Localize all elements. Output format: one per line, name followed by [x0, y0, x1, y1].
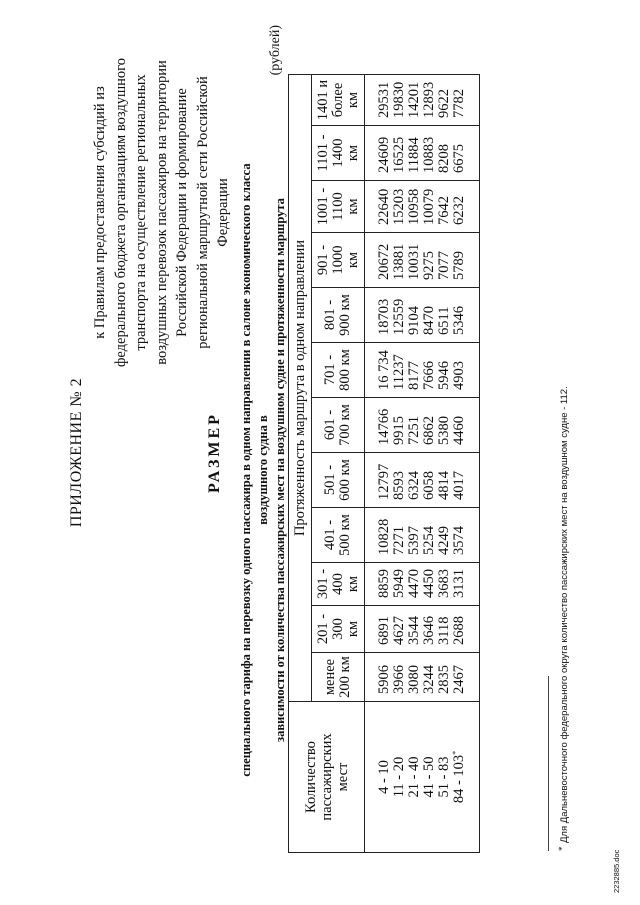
distance-header — [312, 75, 365, 126]
tariff-cell: 8208 — [437, 126, 452, 181]
header-line: 401 - — [322, 519, 338, 551]
header-line: более — [329, 82, 346, 118]
tariff-cell: 5397 — [407, 508, 422, 563]
tariff-cell: 9622 — [437, 75, 452, 126]
distance-header — [312, 343, 365, 398]
tariff-cell: 3646 — [422, 606, 437, 653]
seats-range: 41 - 50 — [421, 756, 437, 798]
tariff-cell: 3966 — [392, 653, 407, 702]
tariff-cell: 14766 — [365, 398, 393, 453]
header-line: 600 км — [337, 459, 353, 501]
table-row — [437, 75, 452, 853]
appendix-line: к Правилам предоставления субсидий из — [92, 86, 108, 339]
tariff-cell: 4903 — [452, 343, 480, 398]
tariff-cell: 10958 — [407, 181, 422, 233]
tariff-cell: 16 734 — [365, 343, 393, 398]
tariff-cell: 4814 — [437, 453, 452, 508]
tariff-cell: 10079 — [422, 181, 437, 233]
tariff-cell: 8177 — [407, 343, 422, 398]
tariff-cell: 4249 — [437, 508, 452, 563]
footnote-reference: * — [451, 750, 460, 755]
tariff-cell: 5906 — [365, 653, 393, 702]
distance-header — [312, 288, 365, 343]
tariff-cell: 5380 — [437, 398, 452, 453]
header-line: 1001 - — [314, 187, 331, 226]
document-title: РАЗМЕР — [206, 412, 223, 493]
tariff-cell: 4470 — [407, 563, 422, 606]
seats-cell — [392, 702, 407, 853]
distance-header — [312, 653, 365, 702]
route-length-header: Протяженность маршрута в одном направлении — [289, 75, 312, 702]
subtitle-line: специального тарифа на перевозку одного пассажира в одном направлении в салоне экономического класса воздушного судна в — [239, 163, 270, 777]
header-line: 400 — [329, 573, 346, 595]
header-line: 1000 — [329, 245, 346, 275]
header-line: км — [344, 198, 361, 215]
appendix-line: Федерации — [215, 178, 231, 247]
seats-cell — [422, 702, 437, 853]
tariff-cell: 5346 — [452, 288, 480, 343]
tariff-cell: 4460 — [452, 398, 480, 453]
header-line: Количество — [302, 741, 319, 813]
tariff-cell: 8470 — [422, 288, 437, 343]
tariff-cell: 6324 — [407, 453, 422, 508]
tariff-cell: 10031 — [407, 233, 422, 288]
footnote-mark: * — [557, 846, 567, 851]
header-line: 501 - — [322, 464, 338, 496]
tariff-cell: 9915 — [392, 398, 407, 453]
tariff-cell: 11237 — [392, 343, 407, 398]
tariff-cell: 13881 — [392, 233, 407, 288]
tariff-cell: 2835 — [437, 653, 452, 702]
tariff-cell: 7666 — [422, 343, 437, 398]
header-line: 601 - — [322, 409, 338, 441]
header-line: 1101 - — [314, 134, 331, 172]
header-line: 300 — [329, 618, 346, 640]
tariff-cell: 8859 — [365, 563, 393, 606]
tariff-table — [288, 74, 480, 853]
distance-header — [312, 181, 365, 233]
tariff-cell: 5789 — [452, 233, 480, 288]
tariff-cell: 3118 — [437, 606, 452, 653]
header-line: пассажирских — [318, 733, 335, 821]
seats-cell — [452, 702, 480, 853]
tariff-cell: 9275 — [422, 233, 437, 288]
appendix-line: федерального бюджета организациям воздушного — [112, 58, 129, 367]
tariff-cell: 16525 — [392, 126, 407, 181]
header-line: 500 км — [337, 514, 353, 556]
tariff-cell: 22640 — [365, 181, 393, 233]
tariff-cell: 29531 — [365, 75, 393, 126]
tariff-cell: 12893 — [422, 75, 437, 126]
tariff-cell: 6232 — [452, 181, 480, 233]
tariff-cell: 5949 — [392, 563, 407, 606]
seats-cell — [365, 702, 393, 853]
tariff-cell: 7271 — [392, 508, 407, 563]
tariff-cell: 2467 — [452, 653, 480, 702]
header-line: 901 - — [314, 244, 331, 276]
header-line: км — [344, 620, 361, 638]
header-line: 200 км — [337, 656, 353, 698]
tariff-cell: 8593 — [392, 453, 407, 508]
distance-header — [312, 453, 365, 508]
header-line: 1400 — [329, 138, 346, 168]
appendix-line: воздушных перевозок пассажиров на территории — [153, 60, 170, 365]
tariff-table-body — [365, 75, 480, 853]
header-line: 701 - — [322, 354, 338, 386]
table-row — [365, 75, 393, 853]
seats-range: 21 - 40 — [406, 756, 422, 798]
tariff-cell: 11884 — [407, 126, 422, 181]
footnote-separator — [548, 676, 549, 851]
seats-range: 4 - 10 — [376, 760, 392, 794]
seats-range: 51 - 83 — [436, 756, 452, 798]
seats-column-header — [289, 702, 365, 853]
tariff-cell: 5946 — [437, 343, 452, 398]
tariff-cell: 3544 — [407, 606, 422, 653]
header-line: 201 - — [314, 613, 331, 645]
appendix-line: транспорта на осуществление региональных — [133, 74, 149, 351]
tariff-cell: 3131 — [452, 563, 480, 606]
appendix-line: Российской Федерации и формирование — [174, 88, 190, 337]
appendix-line: региональной маршрутной сети Российской — [194, 76, 211, 349]
distance-header — [312, 563, 365, 606]
tariff-cell: 7077 — [437, 233, 452, 288]
tariff-cell: 4017 — [452, 453, 480, 508]
header-line: мест — [334, 762, 351, 792]
distance-header — [312, 233, 365, 288]
subtitle-line: зависимости от количества пассажирских мест на воздушном судне и протяженности маршрута — [273, 198, 287, 742]
table-row — [422, 75, 437, 853]
header-line: 700 км — [337, 404, 353, 446]
tariff-cell: 4450 — [422, 563, 437, 606]
currency-units: (рублей) — [268, 25, 283, 76]
tariff-cell: 6675 — [452, 126, 480, 181]
tariff-cell: 19830 — [392, 75, 407, 126]
document-subtitle — [238, 155, 289, 785]
distance-header — [312, 508, 365, 563]
header-line: км — [344, 144, 361, 162]
tariff-cell: 6511 — [437, 288, 452, 343]
footnote-text: Для Дальневосточного федерального округа количество пассажирских мест на воздушном судне - 112. — [559, 386, 570, 843]
tariff-cell: 7251 — [407, 398, 422, 453]
header-line: 301 - — [314, 568, 331, 600]
file-name: 2232885.doc — [612, 849, 621, 893]
seats-range: 11 - 20 — [391, 756, 407, 798]
tariff-cell: 3244 — [422, 653, 437, 702]
header-line: 800 км — [337, 349, 353, 391]
tariff-cell: 24609 — [365, 126, 393, 181]
seats-cell — [407, 702, 422, 853]
header-line: км — [344, 91, 361, 109]
tariff-cell: 12797 — [365, 453, 393, 508]
tariff-cell: 3683 — [437, 563, 452, 606]
header-line: 1100 — [329, 192, 346, 221]
seats-range: 84 - 103 — [451, 754, 467, 804]
header-line: 801 - — [322, 299, 338, 331]
tariff-cell: 9104 — [407, 288, 422, 343]
table-row — [407, 75, 422, 853]
tariff-cell: 4627 — [392, 606, 407, 653]
tariff-cell: 7782 — [452, 75, 480, 126]
distance-header — [312, 398, 365, 453]
tariff-cell: 12559 — [392, 288, 407, 343]
header-line: 900 км — [337, 294, 353, 336]
appendix-title: ПРИЛОЖЕНИЕ № 2 — [68, 377, 85, 528]
header-line: км — [344, 575, 361, 593]
tariff-cell: 15203 — [392, 181, 407, 233]
header-line: км — [344, 251, 361, 269]
tariff-cell: 6058 — [422, 453, 437, 508]
tariff-cell: 3574 — [452, 508, 480, 563]
tariff-cell: 18703 — [365, 288, 393, 343]
distance-header — [312, 126, 365, 181]
distance-header — [312, 606, 365, 653]
tariff-cell: 5254 — [422, 508, 437, 563]
tariff-cell: 10883 — [422, 126, 437, 181]
tariff-cell: 14201 — [407, 75, 422, 126]
tariff-cell: 7642 — [437, 181, 452, 233]
tariff-cell: 20672 — [365, 233, 393, 288]
tariff-cell: 10828 — [365, 508, 393, 563]
tariff-cell: 6862 — [422, 398, 437, 453]
seats-cell — [437, 702, 452, 853]
table-row — [452, 75, 480, 853]
tariff-cell: 2688 — [452, 606, 480, 653]
tariff-cell: 3080 — [407, 653, 422, 702]
tariff-cell: 6891 — [365, 606, 393, 653]
header-line: менее — [322, 658, 338, 696]
header-line: 1401 и — [314, 79, 331, 121]
table-row — [392, 75, 407, 853]
